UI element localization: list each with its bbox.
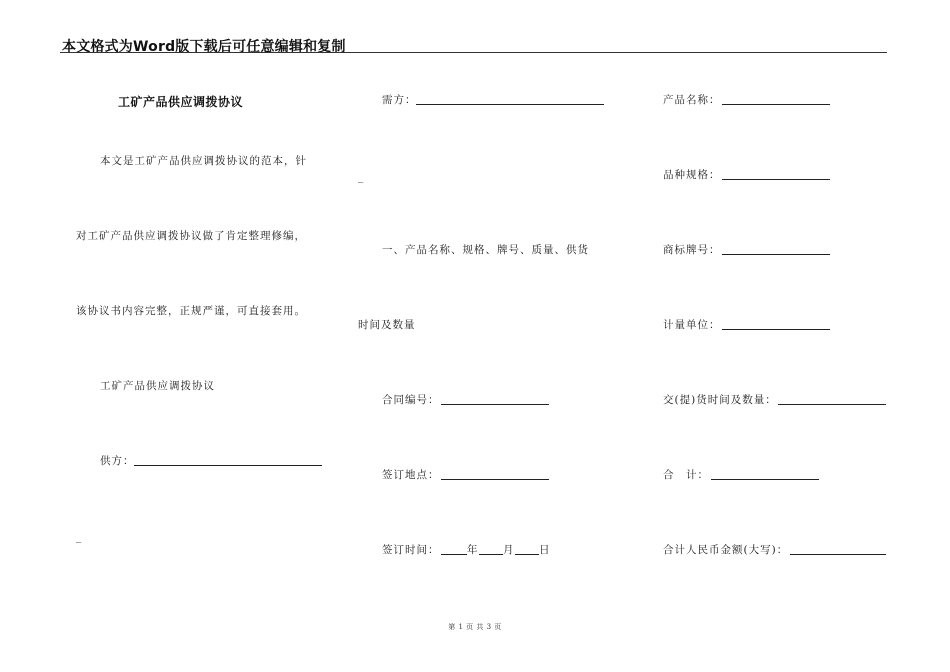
underscore-mark: _ xyxy=(76,531,83,543)
unit-blank xyxy=(722,329,830,330)
spec-label: 品种规格： xyxy=(663,169,721,181)
total-label: 合 计： xyxy=(663,469,709,481)
total-rmb-blank xyxy=(790,554,886,555)
page-number: 第 1 页 共 3 页 xyxy=(448,623,502,631)
sign-place-blank xyxy=(441,479,549,480)
unit-label: 计量单位： xyxy=(663,319,721,331)
spec-blank xyxy=(722,179,830,180)
total-rmb-label: 合计人民币金额(大写)： xyxy=(663,544,789,556)
delivery-blank xyxy=(778,404,886,405)
year-label: 年 xyxy=(467,544,479,556)
section-1-title-line-2: 时间及数量 xyxy=(358,319,416,331)
trademark-blank xyxy=(722,254,830,255)
underscore-mark: _ xyxy=(358,171,365,183)
intro-line-2: 对工矿产品供应调拨协议做了肯定整理修编， xyxy=(76,230,306,242)
year-blank xyxy=(441,554,467,555)
sign-place-label: 签订地点： xyxy=(382,469,440,481)
sign-time-label: 签订时间： xyxy=(382,544,440,556)
month-label: 月 xyxy=(503,544,515,556)
total-blank xyxy=(711,479,819,480)
contract-number-label: 合同编号： xyxy=(382,394,440,406)
supplier-blank xyxy=(134,465,322,466)
day-label: 日 xyxy=(539,544,551,556)
intro-line-1: 本文是工矿产品供应调拨协议的范本，针 xyxy=(100,155,307,167)
product-name-blank xyxy=(722,104,830,105)
contract-number-blank xyxy=(441,404,549,405)
month-blank xyxy=(479,554,503,555)
section-1-title-line-1: 一、产品名称、规格、牌号、质量、供货 xyxy=(382,244,589,256)
header-divider xyxy=(60,52,887,53)
document-header-title: 本文格式为Word版下载后可任意编辑和复制 xyxy=(62,39,346,55)
demander-blank xyxy=(416,104,604,105)
trademark-label: 商标牌号： xyxy=(663,244,721,256)
delivery-label: 交(提)货时间及数量： xyxy=(663,394,777,406)
product-name-label: 产品名称： xyxy=(663,94,721,106)
day-blank xyxy=(515,554,539,555)
agreement-heading: 工矿产品供应调拨协议 xyxy=(100,380,215,392)
supplier-label: 供方： xyxy=(100,455,135,467)
intro-line-3: 该协议书内容完整，正规严谨，可直接套用。 xyxy=(76,305,306,317)
demander-label: 需方： xyxy=(382,94,417,106)
document-title: 工矿产品供应调拨协议 xyxy=(118,95,244,109)
